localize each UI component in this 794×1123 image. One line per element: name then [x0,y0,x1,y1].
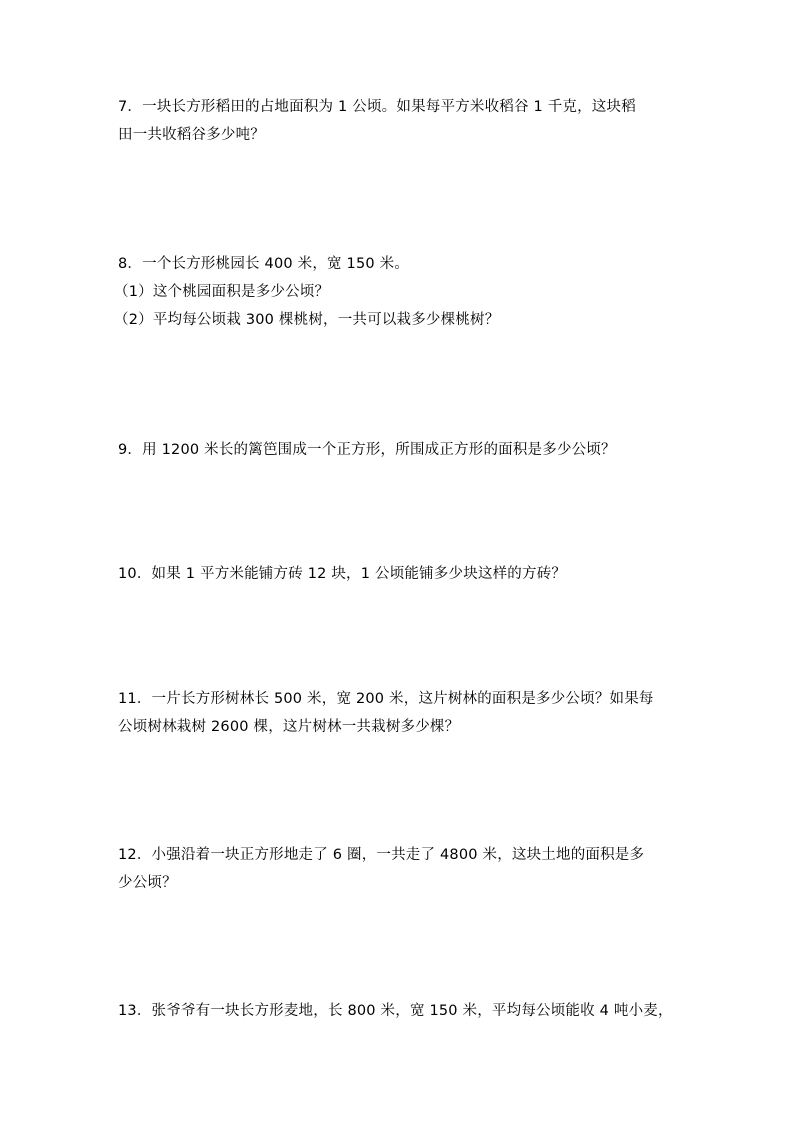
problem-7 [118,93,680,149]
problem-10 [118,560,680,588]
problem-11-line-2: 公顷树林栽树 2600 棵，这片树林一共栽树多少棵？ [118,719,460,735]
problem-12-line-1: 12．小强沿着一块正方形地走了 6 圈，一共走了 4800 米，这块土地的面积是多 [118,847,645,863]
problem-8-line-1: 8．一个长方形桃园长 400 米，宽 150 米。 [118,256,410,272]
problem-13 [118,997,680,1025]
problem-12-line-2: 少公顷？ [118,875,177,891]
problem-8 [114,250,680,334]
problem-8-subquestion-2: （2）平均每公顷栽 300 棵桃树，一共可以栽多少棵桃树？ [114,312,500,328]
problem-7-line-1: 7．一块长方形稻田的占地面积为 1 公顷。如果每平方米收稻谷 1 千克，这块稻 [118,99,636,115]
problem-12 [118,841,680,897]
problem-11-line-1: 11．一片长方形树林长 500 米，宽 200 米，这片树林的面积是多少公顷？如果每 [118,691,654,707]
problem-9 [118,436,680,464]
problem-8-subquestion-1: （1）这个桃园面积是多少公顷？ [114,284,330,300]
problem-13-line-1: 13．张爷爷有一块长方形麦地，长 800 米，宽 150 米，平均每公顷能收 4 吨小麦， [118,1003,673,1019]
problem-9-line-1: 9．用 1200 米长的篱笆围成一个正方形，所围成正方形的面积是多少公顷？ [118,442,616,458]
problem-10-line-1: 10．如果 1 平方米能铺方砖 12 块，1 公顷能铺多少块这样的方砖？ [118,566,567,582]
problem-7-line-2: 田一共收稻谷多少吨？ [118,127,265,143]
problem-11 [118,685,680,741]
